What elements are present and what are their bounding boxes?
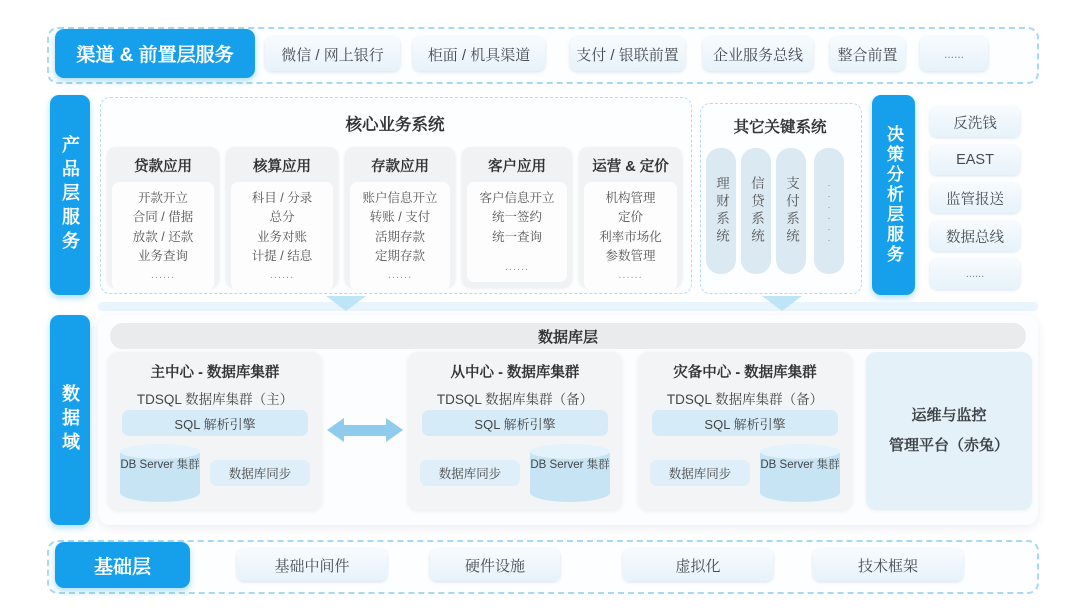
cluster-subtitle: TDSQL 数据库集群（主）	[136, 392, 294, 407]
cluster-title: 从中心 - 数据库集群	[450, 365, 580, 381]
other-system-payment: 支付系统	[776, 148, 806, 274]
core-column-title: 存款应用	[371, 159, 429, 175]
more-dots: ......	[504, 260, 530, 273]
cluster-disaster-recovery	[638, 352, 852, 510]
db-server-cylinder-icon: DB Server 集群	[760, 444, 840, 502]
cluster-secondary-center	[408, 352, 622, 510]
ops-monitoring-platform	[866, 352, 1032, 510]
decision-item-more: ......	[930, 259, 1020, 289]
sql-engine-bar: SQL 解析引擎	[122, 410, 308, 436]
core-column-deposit	[345, 147, 455, 287]
core-column-title: 贷款应用	[134, 159, 192, 175]
ops-platform-line1: 运维与监控	[911, 407, 987, 424]
core-column-accounting	[226, 147, 338, 287]
core-column-customer	[462, 147, 572, 287]
db-sync-pill: 数据库同步	[210, 460, 310, 486]
channel-item-more: ......	[920, 37, 988, 71]
foundation-item-virtualization: 虚拟化	[623, 549, 773, 581]
ops-platform-line2: 管理平台（赤兔）	[888, 437, 1009, 454]
product-layer-label-text: 产品层服务	[60, 135, 80, 255]
data-domain-label	[50, 315, 90, 525]
db-server-cylinder-icon: DB Server 集群	[530, 444, 610, 502]
core-column-title: 运营 & 定价	[592, 159, 669, 175]
core-column-loan	[107, 147, 219, 287]
channel-item-wechat-ebank: 微信 / 网上银行	[265, 37, 400, 71]
decision-item-regulatory-report: 监管报送	[930, 183, 1020, 213]
cluster-title: 主中心 - 数据库集群	[150, 365, 280, 381]
product-layer-label	[50, 95, 90, 295]
sql-engine-bar: SQL 解析引擎	[652, 410, 838, 436]
foundation-layer-label-text: 基础层	[93, 556, 151, 578]
db-layer-strip: 数据库层	[110, 323, 1026, 349]
db-server-cylinder-icon: DB Server 集群	[120, 444, 200, 502]
foundation-item-middleware: 基础中间件	[237, 549, 387, 581]
decision-item-aml: 反洗钱	[930, 107, 1020, 137]
channel-item-integration-front: 整合前置	[830, 37, 905, 71]
more-dots: ......	[269, 268, 295, 281]
decision-layer-label-text: 决策分析层服务	[884, 125, 903, 265]
sql-engine-bar: SQL 解析引擎	[422, 410, 608, 436]
transition-band	[98, 302, 1038, 311]
core-column-body: 开款开立 合同 / 借据 放款 / 还款 业务查询 ......	[112, 182, 214, 290]
other-system-more: ......	[814, 148, 844, 274]
cluster-title: 灾备中心 - 数据库集群	[673, 365, 817, 381]
other-system-credit: 信贷系统	[741, 148, 771, 274]
core-column-title: 核算应用	[253, 159, 311, 175]
core-column-body: 账户信息开立 转账 / 支付 活期存款 定期存款 ......	[350, 182, 450, 290]
other-system-wealth: 理财系统	[706, 148, 736, 274]
bidirectional-arrow-icon	[327, 417, 403, 443]
core-column-body: 机构管理 定价 利率市场化 参数管理 ......	[584, 182, 677, 290]
down-arrow-icon	[762, 296, 802, 311]
db-sync-pill: 数据库同步	[420, 460, 520, 486]
core-column-body: 科目 / 分录 总分 业务对账 计提 / 结息 ......	[231, 182, 333, 290]
db-sync-pill: 数据库同步	[650, 460, 750, 486]
cluster-subtitle: TDSQL 数据库集群（备）	[436, 392, 594, 407]
channel-item-esb: 企业服务总线	[703, 37, 813, 71]
foundation-layer-label	[55, 542, 190, 588]
decision-layer-label	[872, 95, 915, 295]
cluster-subtitle: TDSQL 数据库集群（备）	[666, 392, 824, 407]
other-systems-title: 其它关键系统	[733, 119, 827, 136]
down-arrow-icon	[326, 296, 366, 311]
cluster-primary-center	[108, 352, 322, 510]
core-systems-title: 核心业务系统	[345, 116, 445, 134]
data-domain-label-text: 数据域	[60, 384, 80, 456]
channel-layer-label-text: 渠道 & 前置层服务	[76, 45, 234, 66]
foundation-item-tech-framework: 技术框架	[813, 549, 963, 581]
more-dots: ......	[150, 268, 176, 281]
channel-layer-label	[55, 29, 255, 78]
core-column-body: 客户信息开立 统一签约 统一查询 ......	[467, 182, 567, 282]
decision-item-data-bus: 数据总线	[930, 221, 1020, 251]
decision-item-east: EAST	[930, 145, 1020, 175]
foundation-item-hardware: 硬件设施	[430, 549, 560, 581]
more-dots: ......	[618, 268, 643, 281]
channel-item-counter: 柜面 / 机具渠道	[413, 37, 545, 71]
channel-item-payment-front: 支付 / 银联前置	[570, 37, 685, 71]
core-column-title: 客户应用	[488, 159, 546, 175]
core-column-operation-pricing	[579, 147, 682, 287]
more-dots: ......	[387, 268, 413, 281]
